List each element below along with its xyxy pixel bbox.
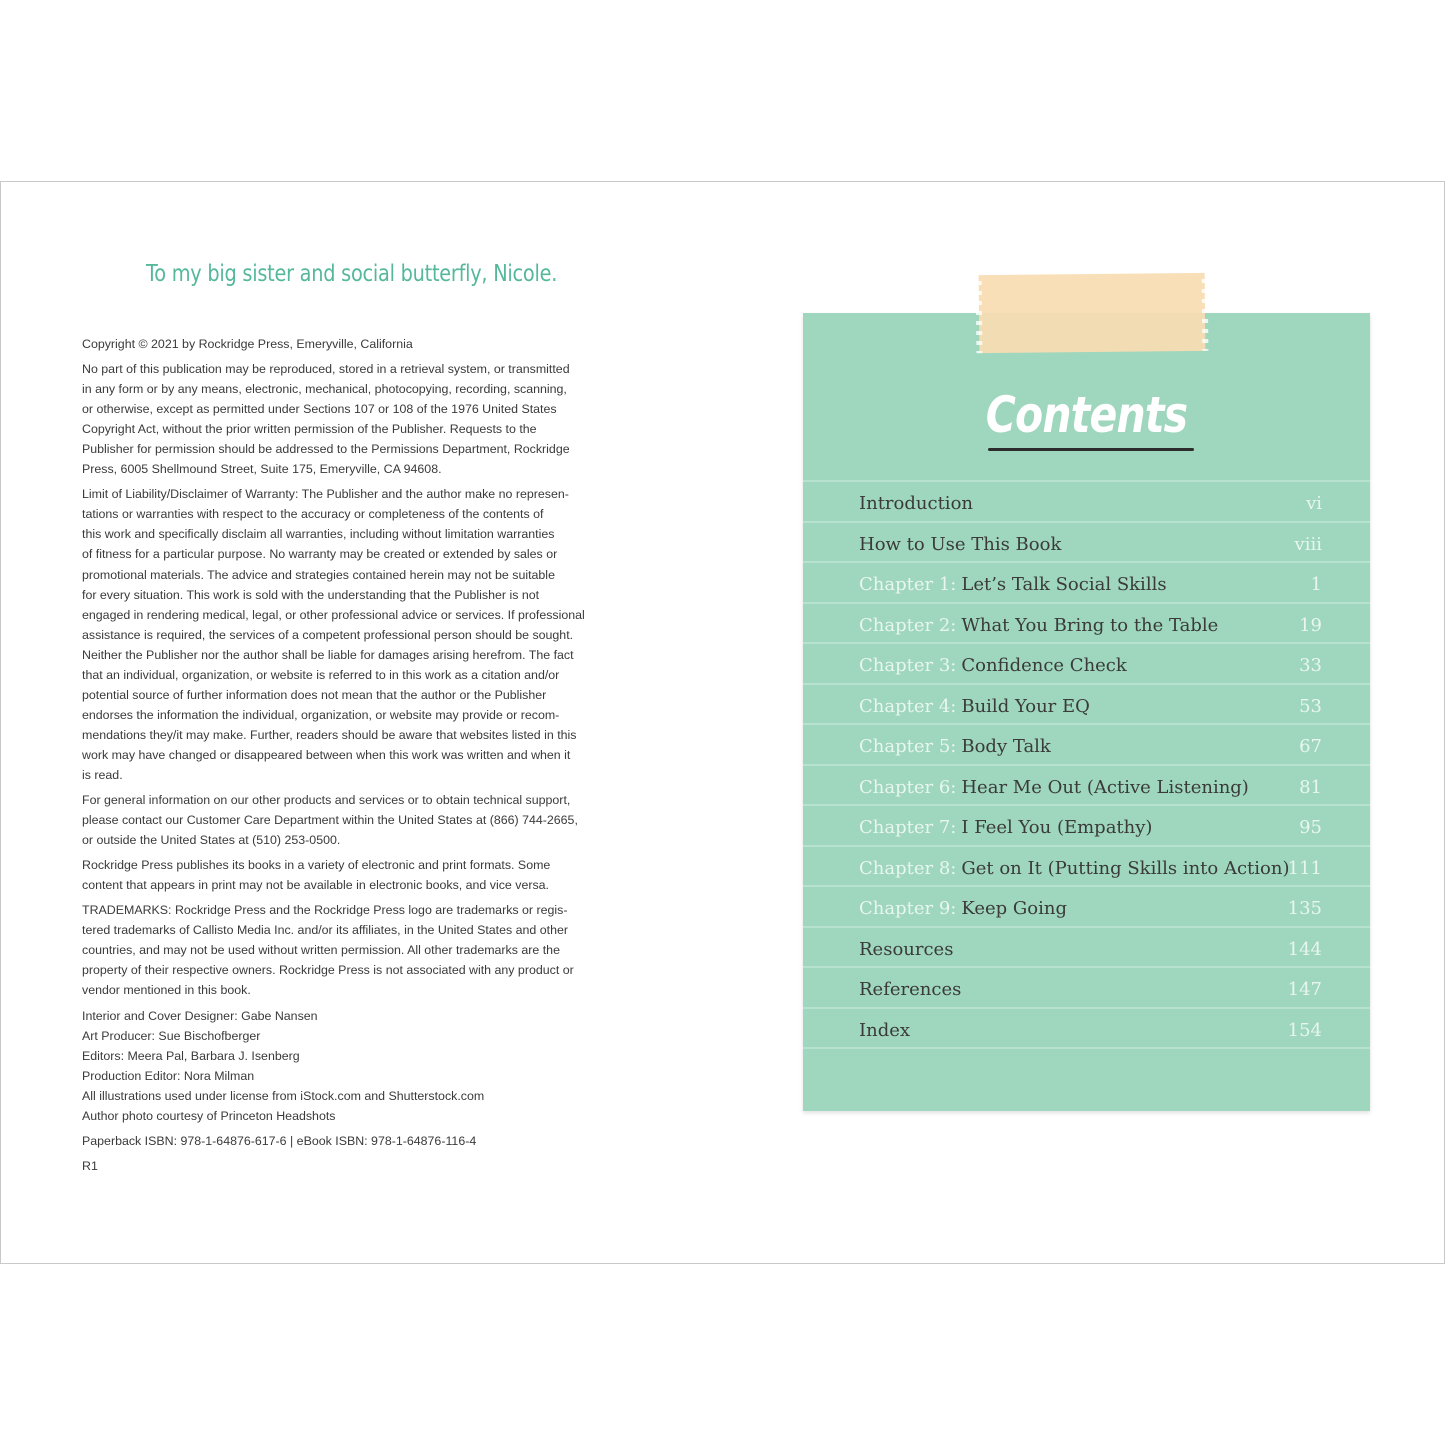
toc-page-number: 147	[1287, 979, 1322, 1000]
copyright-line: Limit of Liability/Disclaimer of Warranty: The Publisher and the author make no represen-	[82, 487, 569, 502]
toc-entry-label	[859, 615, 1218, 636]
copyright-line: tations or warranties with respect to the accuracy or completeness of the contents of	[82, 507, 544, 522]
copyright-line: is read.	[82, 767, 123, 782]
copyright-line: or otherwise, except as permitted under Sections 107 or 108 of the 1976 United States	[82, 402, 557, 417]
toc-entry-label	[859, 696, 1090, 717]
dedication: To my big sister and social butterfly, Nicole.	[146, 261, 558, 287]
toc-chapter-number: Chapter 9:	[859, 898, 957, 919]
toc-entry[interactable]	[803, 602, 1370, 643]
toc-page-number: 81	[1299, 776, 1322, 798]
toc-page-number: 95	[1299, 817, 1322, 838]
toc-entry-title: Resources	[859, 938, 954, 960]
toc-entry[interactable]	[803, 683, 1370, 724]
copyright-line: this work and specifically disclaim all warranties, including without limitation warranties	[82, 527, 555, 542]
toc-entry[interactable]	[803, 804, 1370, 845]
copyright-line: Paperback ISBN: 978-1-64876-617-6 | eBook ISBN: 978-1-64876-116-4	[82, 1133, 477, 1148]
copyright-line: R1	[82, 1158, 98, 1173]
contents-title: Contents	[985, 386, 1188, 444]
copyright-line: that an individual, organization, or website is referred to in this work as a citation and/or	[82, 667, 560, 682]
toc-entry-title: Hear Me Out (Active Listening)	[961, 776, 1249, 798]
copyright-line: tered trademarks of Callisto Media Inc. and/or its affiliates, in the United States and other	[82, 923, 569, 938]
copyright-line: property of their respective owners. Rockridge Press is not associated with any product or	[82, 963, 574, 978]
copyright-line: Rockridge Press publishes its books in a variety of electronic and print formats. Some	[82, 858, 551, 873]
toc-entry-title: How to Use This Book	[859, 533, 1062, 555]
copyright-line: in any form or by any means, electronic, mechanical, photocopying, recording, scanning,	[82, 382, 567, 397]
toc-entry-title: References	[859, 979, 962, 1000]
toc-page-number: vi	[1306, 493, 1322, 514]
copyright-paragraph	[82, 1156, 627, 1176]
copyright-line: No part of this publication may be reproduced, stored in a retrieval system, or transmitted	[82, 362, 570, 377]
toc-entry-title: Introduction	[859, 493, 973, 514]
book-spread	[0, 181, 1445, 1264]
toc-page-number: 33	[1299, 655, 1322, 676]
copyright-paragraph	[82, 334, 627, 354]
toc-entry-label	[859, 1020, 910, 1041]
copyright-line: All illustrations used under license from iStock.com and Shutterstock.com	[82, 1088, 485, 1103]
copyright-line: Copyright © 2021 by Rockridge Press, Emeryville, California	[82, 337, 413, 351]
copyright-line: work may have changed or disappeared between when this work was written and when it	[82, 747, 571, 762]
toc-entry-label	[859, 858, 1289, 879]
copyright-paragraph	[82, 359, 627, 479]
toc-entry[interactable]	[803, 642, 1370, 683]
copyright-paragraph	[82, 790, 627, 850]
toc-entry-title: Build Your EQ	[961, 695, 1090, 717]
copyright-paragraph	[82, 855, 627, 895]
toc-page-number: 144	[1287, 938, 1322, 960]
copyright-line: TRADEMARKS: Rockridge Press and the Rockridge Press logo are trademarks or regis-	[82, 903, 568, 918]
toc-page-number: 1	[1310, 574, 1322, 595]
toc-chapter-number: Chapter 7:	[859, 817, 957, 838]
toc-page-number: viii	[1294, 533, 1322, 555]
copyright-paragraph	[82, 1131, 627, 1151]
copyright-line: Art Producer: Sue Bischofberger	[82, 1028, 261, 1043]
toc-entry[interactable]	[803, 521, 1370, 562]
toc-page-number: 53	[1299, 695, 1322, 717]
toc-page-number: 154	[1287, 1019, 1322, 1041]
toc-chapter-number: Chapter 3:	[859, 655, 957, 676]
copyright-line: or outside the United States at (510) 253-0500.	[82, 833, 341, 848]
toc-chapter-number: Chapter 8:	[859, 857, 957, 879]
copyright-line: Copyright Act, without the prior written permission of the Publisher. Requests to the	[82, 422, 537, 437]
tape-decoration	[979, 273, 1206, 353]
toc-entry-label	[859, 898, 1067, 919]
copyright-paragraph	[82, 1006, 627, 1126]
toc-entry-title: Let’s Talk Social Skills	[961, 574, 1167, 595]
toc-entry[interactable]	[803, 723, 1370, 764]
toc-entry-label	[859, 777, 1249, 798]
copyright-paragraph	[82, 484, 627, 785]
toc-page-number: 19	[1299, 614, 1322, 636]
toc-entry-label	[859, 574, 1167, 595]
toc-entry[interactable]	[803, 926, 1370, 967]
toc-entry[interactable]	[803, 966, 1370, 1007]
toc-entry-title: Body Talk	[961, 736, 1051, 757]
copyright-line: promotional materials. The advice and strategies contained herein may not be suitable	[82, 567, 555, 582]
toc-entry-label	[859, 979, 961, 1000]
toc-entry-title: What You Bring to the Table	[961, 614, 1219, 636]
copyright-line: endorses the information the individual, organization, or website may provide or recom-	[82, 707, 560, 722]
toc-entry[interactable]	[803, 845, 1370, 886]
toc-entry[interactable]	[803, 1007, 1370, 1050]
copyright-line: potential source of further information does not mean that the author or the Publisher	[82, 687, 547, 702]
copyright-paragraph	[82, 900, 627, 1000]
toc-entry[interactable]	[803, 480, 1370, 521]
toc-entry-title: Get on It (Putting Skills into Action)	[961, 857, 1290, 879]
toc-entry-title: Confidence Check	[961, 655, 1127, 676]
copyright-line: vendor mentioned in this book.	[82, 983, 251, 998]
copyright-line: Interior and Cover Designer: Gabe Nansen	[82, 1008, 318, 1023]
toc-entry[interactable]	[803, 561, 1370, 602]
toc-entry-label	[859, 736, 1051, 757]
toc-entry-title: Keep Going	[961, 898, 1067, 919]
copyright-line: Press, 6005 Shellmound Street, Suite 175, Emeryville, CA 94608.	[82, 462, 442, 477]
copyright-line: assistance is required, the services of a competent professional person should be sought.	[82, 627, 574, 642]
copyright-line: Neither the Publisher nor the author shall be liable for damages arising herefrom. The fact	[82, 647, 574, 662]
copyright-block	[82, 334, 627, 1181]
toc-entry-title: I Feel You (Empathy)	[961, 817, 1153, 838]
copyright-line: Production Editor: Nora Milman	[82, 1068, 255, 1083]
copyright-line: of fitness for a particular purpose. No warranty may be created or extended by sales or	[82, 547, 558, 562]
copyright-line: Editors: Meera Pal, Barbara J. Isenberg	[82, 1048, 300, 1063]
toc-chapter-number: Chapter 1:	[859, 574, 957, 595]
copyright-line: Author photo courtesy of Princeton Headshots	[82, 1108, 336, 1123]
copyright-line: please contact our Customer Care Department within the United States at (866) 744-2665,	[82, 813, 578, 828]
toc-page-number: 111	[1287, 857, 1322, 879]
copyright-line: countries, and may not be used without written permission. All other trademarks are the	[82, 943, 560, 958]
toc-list	[803, 480, 1370, 1049]
toc-chapter-number: Chapter 2:	[859, 614, 957, 636]
toc-chapter-number: Chapter 5:	[859, 736, 957, 757]
toc-page-number: 67	[1299, 736, 1322, 757]
toc-entry-label	[859, 939, 953, 960]
toc-chapter-number: Chapter 6:	[859, 776, 957, 798]
copyright-line: mendations they/it may make. Further, readers should be aware that websites listed in this	[82, 727, 577, 742]
contents-card	[803, 313, 1370, 1111]
copyright-line: content that appears in print may not be available in electronic books, and vice versa.	[82, 878, 549, 893]
toc-entry-title: Index	[859, 1019, 911, 1041]
copyright-line: engaged in rendering medical, legal, or other professional advice or services. If professional	[82, 607, 585, 622]
toc-page-number: 135	[1287, 898, 1322, 919]
toc-entry[interactable]	[803, 885, 1370, 926]
copyright-line: for every situation. This work is sold with the understanding that the Publisher is not	[82, 587, 540, 602]
copyright-line: Publisher for permission should be addressed to the Permissions Department, Rockridge	[82, 442, 570, 457]
toc-entry-label	[859, 534, 1061, 555]
toc-entry-label	[859, 655, 1127, 676]
toc-entry-label	[859, 817, 1152, 838]
toc-entry-label	[859, 493, 973, 514]
toc-entry[interactable]	[803, 764, 1370, 805]
toc-chapter-number: Chapter 4:	[859, 695, 957, 717]
title-underline	[988, 448, 1194, 451]
copyright-line: For general information on our other products and services or to obtain technical support,	[82, 793, 571, 808]
